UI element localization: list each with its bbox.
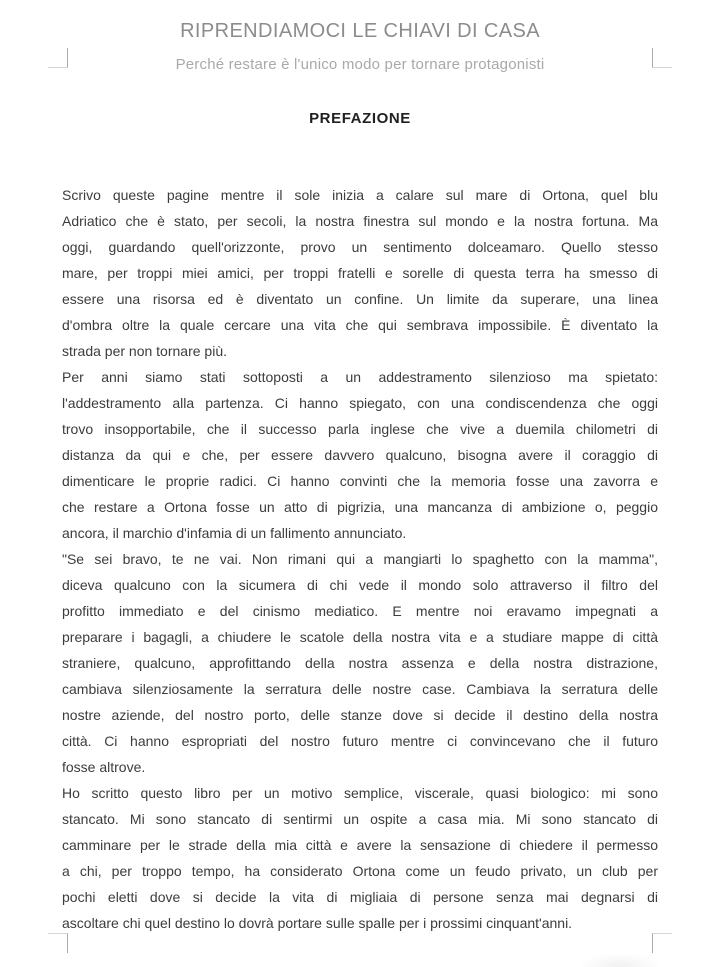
text-line: oggi, guardando quell'orizzonte, provo un sentimento dolceamaro. Quello stesso <box>62 239 658 255</box>
text-line: diceva qualcuno con la sicumera di chi vede il mondo solo attraverso il filtro del <box>62 577 658 593</box>
text-line: ancora, il marchio d'infamia di un fallimento annunciato. <box>62 525 407 541</box>
text-line: profitto immediato e del cinismo mediatico. E mentre noi eravamo impegnati a <box>62 603 658 619</box>
text-line: fosse altrove. <box>62 759 146 775</box>
body-text <box>62 182 658 936</box>
text-line: preparare i bagagli, a chiudere le scatole della nostra vita e a studiare mappe di città <box>62 629 658 645</box>
text-line: l'addestramento alla partenza. Ci hanno spiegato, con una condiscendenza che oggi <box>62 395 658 411</box>
text-line: Per anni siamo stati sottoposti a un addestramento silenzioso ma spietato: <box>62 369 658 385</box>
text-line: pochi eletti dove si decide la vita di migliaia di persone senza mai degnarsi di <box>62 889 658 905</box>
paragraph <box>62 546 658 780</box>
text-line: strada per non tornare più. <box>62 343 227 359</box>
text-line: che restare a Ortona fosse un atto di pigrizia, una mancanza di ambizione o, peggio <box>62 499 658 515</box>
text-line: essere una risorsa ed è diventato un confine. Un limite da superare, una linea <box>62 291 658 307</box>
text-line: Adriatico che è stato, per secoli, la nostra finestra sul mondo e la nostra fortuna. Ma <box>62 213 658 229</box>
text-line: d'ombra oltre la quale cercare una vita che qui sembrava impossibile. È diventato la <box>62 317 658 333</box>
text-line: stancato. Mi sono stancato di sentirmi un ospite a casa mia. Mi sono stancato di <box>62 811 658 827</box>
text-line: città. Ci hanno espropriati del nostro futuro mentre ci convincevano che il futuro <box>62 733 658 749</box>
text-line: "Se sei bravo, te ne vai. Non rimani qui a mangiarti lo spaghetto con la mamma", <box>62 551 658 567</box>
book-title: RIPRENDIAMOCI LE CHIAVI DI CASA <box>180 20 540 42</box>
paragraph <box>62 780 658 936</box>
text-line: Scrivo queste pagine mentre il sole inizia a calare sul mare di Ortona, quel blu <box>62 187 658 203</box>
margin-corner-bottom-right-icon <box>652 933 672 953</box>
text-line: trovo insopportabile, che il successo parla inglese che vive a duemila chilometri di <box>62 421 658 437</box>
text-line: camminare per le strade della mia città e avere la sensazione di chiedere il permesso <box>62 837 658 853</box>
text-line: dimenticare le proprie radici. Ci hanno convinti che la memoria fosse una zavorra e <box>62 473 658 489</box>
text-line: distanza da qui e che, per essere davvero qualcuno, bisogna avere il coraggio di <box>62 447 658 463</box>
margin-corner-bottom-left-icon <box>48 933 68 953</box>
bottom-edge-shadow <box>578 953 662 967</box>
section-heading: PREFAZIONE <box>309 110 411 127</box>
book-subtitle: Perché restare è l'unico modo per tornare protagonisti <box>175 56 545 73</box>
text-line: straniere, qualcuno, approfittando della nostra assenza e della nostra distrazione, <box>62 655 658 671</box>
text-line: Ho scritto questo libro per un motivo semplice, viscerale, quasi biologico: mi sono <box>62 785 658 801</box>
text-line: mare, per troppi miei amici, per troppi fratelli e sorelle di questa terra ha smesso di <box>62 265 658 281</box>
text-line: a chi, per troppo tempo, ha considerato Ortona come un feudo privato, un club per <box>62 863 658 879</box>
text-line: nostre aziende, del nostro porto, delle stanze dove si decide il destino della nostra <box>62 707 658 723</box>
text-line: ascoltare chi quel destino lo dovrà portare sulle spalle per i prossimi cinquant'anni. <box>62 915 573 931</box>
text-line: cambiava silenziosamente la serratura delle nostre case. Cambiava la serratura delle <box>62 681 658 697</box>
paragraph <box>62 364 658 546</box>
paragraph <box>62 182 658 364</box>
